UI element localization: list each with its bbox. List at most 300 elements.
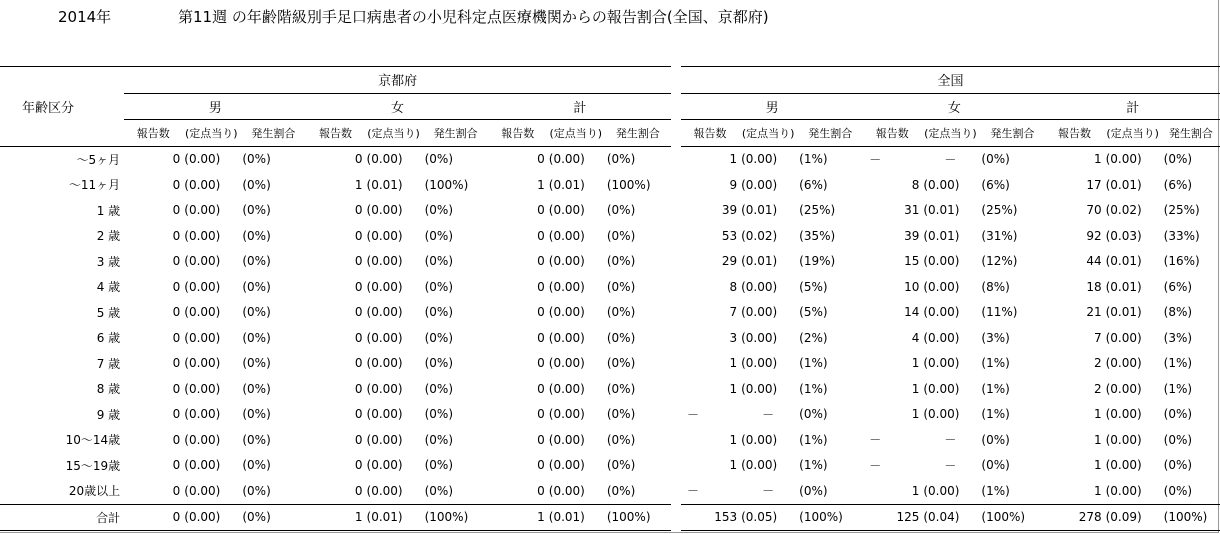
cell-count: 1 (306, 504, 364, 531)
cell-ratio: (0%) (606, 381, 636, 396)
cell-per-site: (0.01) (923, 203, 960, 218)
cell-ratio: (0%) (981, 432, 1010, 447)
cell-ratio: (0%) (606, 458, 636, 473)
cell-ratio: (0%) (242, 381, 271, 396)
cell-per-site: (0.00) (365, 146, 423, 172)
cell-per-site: (0.00) (184, 483, 221, 498)
cell-ratio: (0%) (424, 203, 453, 218)
cell-ratio: (5%) (799, 305, 828, 320)
cell-per-site: (0.01) (1105, 177, 1142, 192)
cell-count: 0 (489, 146, 547, 172)
age-label: ～5ヶ月 (0, 146, 124, 172)
cell-ratio: (25%) (1163, 203, 1200, 218)
cell-count: － (869, 458, 882, 473)
cell-count: 29 (721, 254, 738, 269)
cell-ratio: (25%) (799, 203, 836, 218)
cell-count: 0 (172, 305, 181, 320)
cell-count: 92 (1086, 228, 1102, 243)
cell-count: 15 (904, 254, 920, 269)
cell-ratio: (0%) (423, 146, 489, 172)
cell-ratio: (100%) (605, 504, 671, 531)
cell-per-site: (0.00) (741, 305, 778, 320)
cell-ratio: (12%) (981, 254, 1018, 269)
cell-per-site: (0.02) (1105, 203, 1142, 218)
cell-per-site: (0.04) (921, 504, 979, 531)
cell-count: 0 (537, 356, 545, 371)
cell-ratio: (1%) (981, 483, 1010, 498)
subheader-count: 報告数 (306, 120, 364, 147)
cell-ratio: (1%) (799, 356, 828, 371)
cell-ratio: (3%) (981, 330, 1010, 345)
cell-count: 1 (489, 504, 547, 531)
cell-per-site: (0.00) (182, 146, 240, 172)
cell-ratio: (25%) (981, 203, 1018, 218)
subheader-count: 報告数 (1046, 120, 1104, 147)
cell-per-site: (0.00) (923, 356, 960, 371)
cell-ratio: (8%) (981, 279, 1010, 294)
cell-per-site: (0.00) (184, 203, 221, 218)
cell-ratio: (31%) (981, 228, 1018, 243)
age-label: 20歳以上 (68, 484, 121, 499)
cell-ratio: (0%) (424, 381, 453, 396)
cell-ratio: (0%) (424, 330, 453, 345)
cell-ratio: (0%) (424, 483, 453, 498)
table-row (0, 325, 1220, 351)
cell-ratio: (0%) (424, 279, 453, 294)
cell-count: 0 (537, 381, 545, 396)
cell-ratio: (0%) (242, 458, 271, 473)
age-label: 合計 (0, 504, 124, 531)
cell-per-site: (0.00) (184, 356, 221, 371)
table-row (0, 146, 1220, 172)
cell-per-site: (0.00) (548, 228, 585, 243)
cell-per-site: (0.00) (741, 458, 778, 473)
cell-ratio: (0%) (240, 504, 306, 531)
cell-per-site: (0.00) (923, 305, 960, 320)
cell-per-site: (0.00) (366, 407, 403, 422)
cell-ratio: (0%) (606, 407, 636, 422)
table-row (0, 300, 1220, 326)
cell-count: 1 (681, 146, 739, 172)
cell-ratio: (0%) (424, 407, 453, 422)
cell-per-site: (0.00) (184, 228, 221, 243)
cell-count: 0 (172, 330, 181, 345)
cell-ratio: (100%) (797, 504, 863, 531)
cell-per-site: (0.00) (366, 228, 403, 243)
cell-per-site: (0.00) (741, 432, 778, 447)
cell-ratio: (0%) (1163, 432, 1193, 447)
cell-per-site: － (944, 433, 957, 448)
sex-header-zenkoku-male: 男 (681, 93, 863, 120)
subheader-per: (定点当り) (1104, 120, 1162, 147)
cell-per-site: (0.00) (548, 483, 585, 498)
cell-count: 0 (172, 483, 181, 498)
cell-count: 7 (729, 305, 738, 320)
cell-per-site: (0.00) (366, 356, 403, 371)
cell-ratio: (1%) (797, 146, 863, 172)
cell-ratio: (0%) (606, 432, 636, 447)
cell-per-site: (0.00) (366, 381, 403, 396)
cell-per-site: (0.05) (739, 504, 797, 531)
subheader-ratio: 発生割合 (797, 120, 863, 147)
cell-ratio: (0%) (424, 432, 453, 447)
cell-per-site: － (921, 146, 979, 172)
cell-per-site: (0.01) (923, 228, 960, 243)
cell-count: 1 (537, 177, 545, 192)
cell-ratio: (100%) (979, 504, 1045, 531)
cell-per-site: (0.00) (923, 254, 960, 269)
cell-count: 0 (537, 254, 545, 269)
cell-count: 18 (1086, 279, 1102, 294)
cell-per-site: (0.00) (184, 381, 221, 396)
table-row (0, 274, 1220, 300)
cell-count: 14 (904, 305, 920, 320)
cell-count: 0 (124, 504, 182, 531)
cell-ratio: (0%) (242, 228, 271, 243)
cell-ratio: (0%) (240, 146, 306, 172)
age-label: 8 歳 (96, 382, 121, 397)
sex-header-zenkoku-female: 女 (863, 93, 1045, 120)
cell-ratio: (35%) (799, 228, 836, 243)
cell-per-site: (0.00) (1105, 356, 1142, 371)
cell-count: 0 (537, 483, 545, 498)
cell-per-site: (0.00) (547, 146, 605, 172)
subheader-per: (定点当り) (182, 120, 240, 147)
cell-count: 1 (1093, 458, 1102, 473)
subheader-count: 報告数 (489, 120, 547, 147)
cell-per-site: (0.00) (548, 458, 585, 473)
cell-ratio: (1%) (981, 407, 1010, 422)
cell-per-site: (0.03) (1105, 228, 1142, 243)
cell-ratio: (0%) (242, 483, 271, 498)
cell-ratio: (0%) (979, 146, 1045, 172)
region-header-zenkoku: 全国 (681, 67, 1220, 94)
cell-ratio: (16%) (1163, 254, 1200, 269)
cell-count: 44 (1086, 254, 1102, 269)
cell-per-site: (0.00) (184, 407, 221, 422)
cell-ratio: (6%) (1163, 279, 1193, 294)
cell-count: 0 (354, 407, 363, 422)
subheader-ratio: 発生割合 (1162, 120, 1220, 147)
cell-ratio: (100%) (606, 177, 651, 192)
report-year: 2014年 (58, 8, 112, 26)
table-row (0, 249, 1220, 275)
cell-per-site: (0.09) (1104, 504, 1162, 531)
cell-ratio: (0%) (424, 356, 453, 371)
cell-count: 0 (354, 458, 363, 473)
cell-ratio: (0%) (606, 483, 636, 498)
cell-count: 21 (1086, 305, 1102, 320)
cell-ratio: (0%) (606, 203, 636, 218)
cell-ratio: (0%) (242, 254, 271, 269)
cell-count: 1 (1093, 483, 1102, 498)
cell-ratio: (11%) (981, 305, 1018, 320)
cell-ratio: (1%) (1163, 381, 1193, 396)
age-label: ～11ヶ月 (68, 178, 121, 193)
cell-ratio: (0%) (1163, 407, 1193, 422)
cell-count: 1 (729, 458, 738, 473)
cell-count: 2 (1093, 381, 1102, 396)
cell-per-site: (0.00) (366, 458, 403, 473)
table-row (0, 504, 1220, 531)
cell-count: 0 (537, 228, 545, 243)
subheader-ratio: 発生割合 (979, 120, 1045, 147)
subheader-ratio: 発生割合 (605, 120, 671, 147)
cell-per-site: (0.00) (184, 254, 221, 269)
cell-count: 1 (729, 381, 738, 396)
cell-per-site: (0.01) (741, 254, 778, 269)
age-label: 7 歳 (96, 356, 121, 371)
cell-per-site: (0.00) (184, 458, 221, 473)
cell-count: 0 (172, 356, 181, 371)
cell-per-site: (0.01) (366, 177, 403, 192)
cell-per-site: (0.00) (923, 483, 960, 498)
table-row (0, 198, 1220, 224)
cell-per-site: (0.00) (548, 381, 585, 396)
cell-count: 0 (537, 305, 545, 320)
cell-per-site: (0.00) (366, 254, 403, 269)
cell-per-site: (0.00) (741, 330, 778, 345)
cell-ratio: (0%) (1163, 458, 1193, 473)
cell-count: 0 (354, 432, 363, 447)
cell-ratio: (8%) (1163, 305, 1193, 320)
table-row (0, 351, 1220, 377)
cell-count: 0 (537, 279, 545, 294)
cell-ratio: (0%) (242, 177, 271, 192)
cell-ratio: (5%) (799, 279, 828, 294)
table-row (0, 172, 1220, 198)
cell-per-site: (0.00) (1105, 483, 1142, 498)
age-label: 6 歳 (96, 331, 121, 346)
cell-count: 4 (911, 330, 920, 345)
cell-per-site: (0.01) (548, 177, 585, 192)
cell-ratio: (1%) (799, 458, 828, 473)
cell-per-site: (0.00) (184, 330, 221, 345)
cell-per-site: (0.00) (1105, 330, 1142, 345)
cell-ratio: (100%) (1162, 504, 1220, 531)
subheader-count: 報告数 (863, 120, 921, 147)
cell-count: 0 (354, 483, 363, 498)
cell-count: 125 (863, 504, 921, 531)
subheader-per: (定点当り) (739, 120, 797, 147)
cell-ratio: (0%) (424, 254, 453, 269)
cell-ratio: (1%) (981, 381, 1010, 396)
cell-per-site: (0.00) (182, 504, 240, 531)
cell-per-site: (0.00) (741, 177, 778, 192)
cell-ratio: (0%) (606, 356, 636, 371)
cell-ratio: (0%) (424, 305, 453, 320)
cell-count: 1 (1046, 146, 1104, 172)
cell-per-site: (0.00) (366, 483, 403, 498)
cell-ratio: (0%) (1163, 483, 1193, 498)
cell-ratio: (1%) (799, 432, 828, 447)
cell-per-site: (0.01) (1105, 279, 1142, 294)
report-title: 第11週 の年齢階級別手足口病患者の小児科定点医療機関からの報告割合(全国、京都府) (178, 8, 769, 26)
cell-per-site: (0.02) (741, 228, 778, 243)
cell-count: 39 (721, 203, 738, 218)
cell-count: 3 (729, 330, 738, 345)
cell-per-site: (0.00) (923, 407, 960, 422)
age-label: 9 歳 (96, 407, 121, 422)
cell-count: 10 (904, 279, 920, 294)
cell-per-site: (0.00) (923, 279, 960, 294)
cell-per-site: (0.00) (548, 407, 585, 422)
sex-header-kyoto-total: 計 (489, 93, 671, 120)
cell-per-site: (0.00) (1105, 407, 1142, 422)
cell-count: 0 (172, 279, 181, 294)
cell-per-site: (0.01) (1105, 305, 1142, 320)
cell-per-site: (0.00) (739, 146, 797, 172)
age-label: 5 歳 (96, 305, 121, 320)
cell-count: 0 (354, 254, 363, 269)
cell-per-site: － (944, 458, 957, 473)
cell-ratio: (0%) (242, 305, 271, 320)
cell-per-site: － (762, 484, 775, 499)
cell-count: － (869, 433, 882, 448)
cell-ratio: (0%) (606, 254, 636, 269)
cell-ratio: (3%) (1163, 330, 1193, 345)
cell-count: 39 (904, 228, 920, 243)
subheader-count: 報告数 (681, 120, 739, 147)
sex-header-kyoto-male: 男 (124, 93, 306, 120)
cell-per-site: (0.01) (741, 203, 778, 218)
cell-per-site: (0.00) (184, 279, 221, 294)
cell-count: 1 (911, 407, 920, 422)
cell-per-site: (0.00) (184, 177, 221, 192)
cell-per-site: (0.00) (548, 203, 585, 218)
cell-ratio: (0%) (242, 432, 271, 447)
cell-ratio: (2%) (799, 330, 828, 345)
cell-count: 1 (729, 432, 738, 447)
cell-count: 153 (681, 504, 739, 531)
cell-per-site: (0.01) (1105, 254, 1142, 269)
cell-count: 0 (172, 458, 181, 473)
cell-count: 0 (124, 146, 182, 172)
cell-ratio: (0%) (242, 356, 271, 371)
cell-count: 1 (911, 483, 920, 498)
table-row (0, 402, 1220, 428)
cell-per-site: (0.00) (366, 305, 403, 320)
cell-per-site: (0.00) (366, 432, 403, 447)
cell-count: 0 (354, 356, 363, 371)
table-row (0, 427, 1220, 453)
table-row (0, 453, 1220, 479)
cell-count: 0 (537, 203, 545, 218)
cell-per-site: (0.00) (548, 330, 585, 345)
cell-count: 0 (172, 407, 181, 422)
cell-per-site: (0.00) (366, 203, 403, 218)
cell-count: 8 (729, 279, 738, 294)
cell-per-site: (0.00) (923, 381, 960, 396)
cell-ratio: (33%) (1163, 228, 1200, 243)
cell-per-site: (0.00) (548, 356, 585, 371)
table-row (0, 223, 1220, 249)
cell-count: 0 (354, 203, 363, 218)
cell-count: 53 (721, 228, 738, 243)
cell-count: － (863, 146, 921, 172)
age-label: 2 歳 (96, 229, 121, 244)
cell-count: 1 (1093, 407, 1102, 422)
cell-ratio: (0%) (799, 483, 828, 498)
cell-ratio: (0%) (1162, 146, 1220, 172)
cell-count: 0 (354, 330, 363, 345)
age-label: 10～14歳 (65, 433, 121, 448)
cell-count: 0 (354, 228, 363, 243)
cell-per-site: (0.00) (548, 432, 585, 447)
cell-ratio: (0%) (606, 279, 636, 294)
age-column-header: 年齢区分 (0, 67, 124, 147)
subheader-per: (定点当り) (365, 120, 423, 147)
cell-count: 9 (729, 177, 738, 192)
cell-count: 0 (172, 177, 181, 192)
cell-count: 0 (172, 203, 181, 218)
cell-ratio: (19%) (799, 254, 836, 269)
cell-ratio: (0%) (981, 458, 1010, 473)
sex-header-kyoto-female: 女 (306, 93, 488, 120)
age-label: 3 歳 (96, 254, 121, 269)
cell-per-site: (0.00) (548, 279, 585, 294)
cell-ratio: (0%) (606, 305, 636, 320)
cell-count: 1 (911, 356, 920, 371)
cell-ratio: (0%) (424, 458, 453, 473)
cell-ratio: (1%) (799, 381, 828, 396)
subheader-ratio: 発生割合 (240, 120, 306, 147)
cell-ratio: (6%) (981, 177, 1010, 192)
cell-ratio: (0%) (606, 330, 636, 345)
cell-count: 0 (172, 432, 181, 447)
cell-per-site: (0.00) (366, 279, 403, 294)
subheader-ratio: 発生割合 (423, 120, 489, 147)
cell-count: 1 (911, 381, 920, 396)
cell-count: 0 (354, 305, 363, 320)
cell-count: 0 (172, 254, 181, 269)
cell-ratio: (1%) (981, 356, 1010, 371)
cell-count: 17 (1086, 177, 1102, 192)
cell-ratio: (100%) (424, 177, 469, 192)
cell-count: 1 (1093, 432, 1102, 447)
cell-count: 1 (729, 356, 738, 371)
cell-per-site: (0.00) (741, 356, 778, 371)
cell-ratio: (100%) (423, 504, 489, 531)
cell-ratio: (6%) (799, 177, 828, 192)
cell-per-site: (0.01) (547, 504, 605, 531)
cell-count: 0 (172, 381, 181, 396)
cell-per-site: (0.00) (184, 305, 221, 320)
cell-count: － (687, 407, 700, 422)
cell-per-site: (0.00) (366, 330, 403, 345)
sex-header-zenkoku-total: 計 (1046, 93, 1220, 120)
subheader-count: 報告数 (124, 120, 182, 147)
cell-per-site: (0.00) (923, 177, 960, 192)
cell-per-site: (0.00) (184, 432, 221, 447)
cell-per-site: (0.00) (741, 381, 778, 396)
cell-ratio: (6%) (1163, 177, 1193, 192)
cell-per-site: (0.00) (548, 254, 585, 269)
cell-per-site: (0.00) (1104, 146, 1162, 172)
cell-ratio: (1%) (1163, 356, 1193, 371)
cell-ratio: (0%) (242, 203, 271, 218)
cell-ratio: (0%) (424, 228, 453, 243)
cell-per-site: (0.00) (1105, 458, 1142, 473)
cell-per-site: (0.00) (1105, 381, 1142, 396)
age-label: 15～19歳 (65, 458, 121, 473)
cell-ratio: (0%) (242, 330, 271, 345)
cell-count: － (687, 484, 700, 499)
cell-ratio: (0%) (606, 228, 636, 243)
table-row (0, 478, 1220, 504)
cell-count: 0 (172, 228, 181, 243)
cell-per-site: (0.00) (923, 330, 960, 345)
